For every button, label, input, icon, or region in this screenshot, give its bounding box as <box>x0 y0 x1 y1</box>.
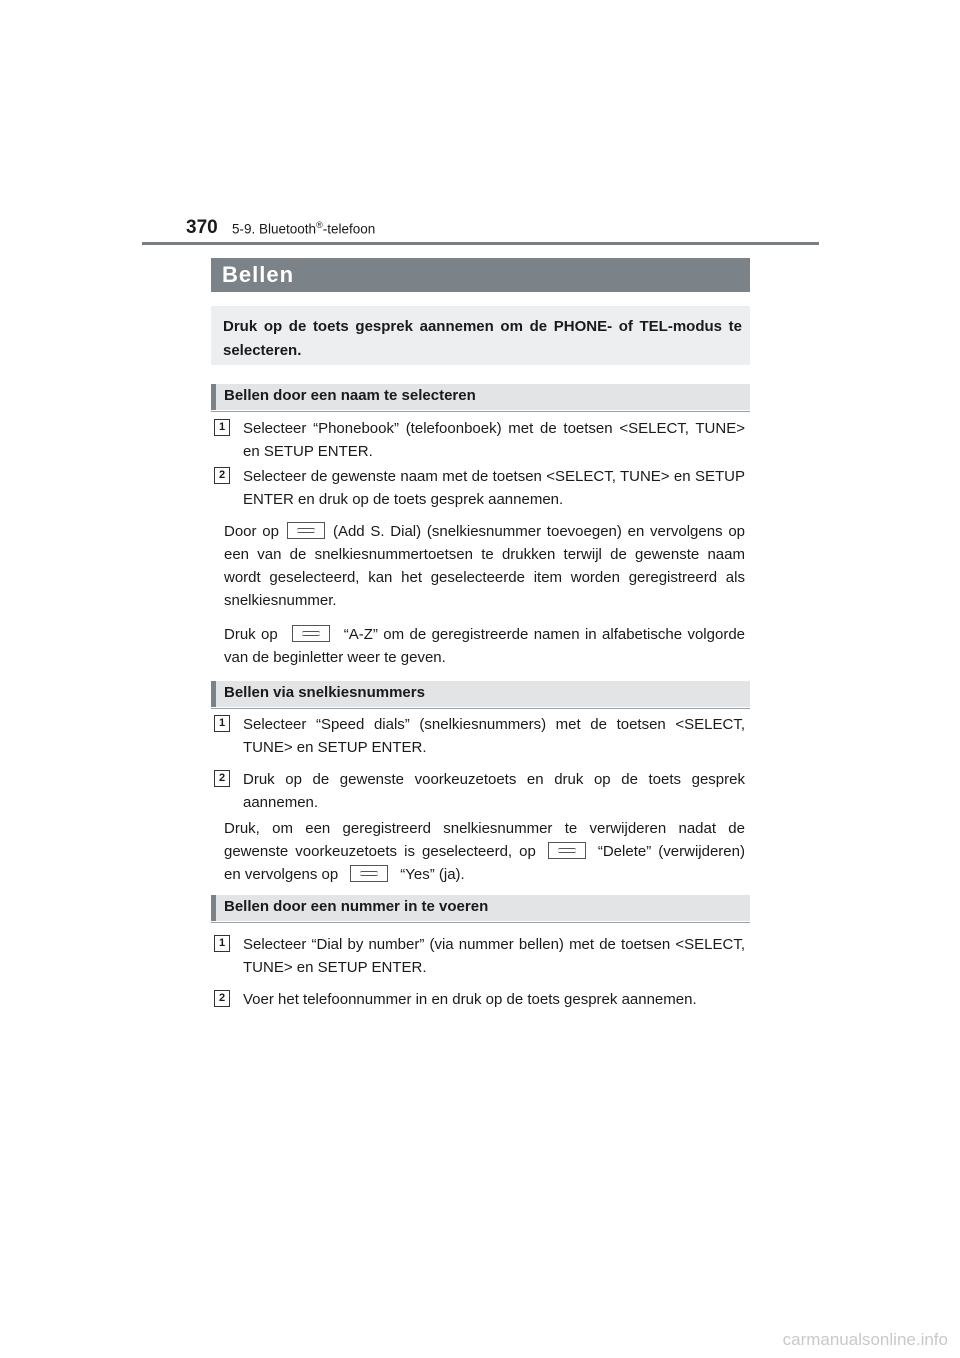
chapter-suffix: -telefoon <box>322 221 376 237</box>
step-2-select-name <box>214 465 745 511</box>
note-text: Druk op <box>224 626 278 643</box>
header-rule <box>142 242 819 245</box>
step-1-phonebook <box>214 417 745 463</box>
note-text: “Yes” (ja). <box>400 866 465 883</box>
step-text: Selecteer “Phonebook” (telefoonboek) met de toetsen <SELECT, TUNE> en SETUP ENTER. <box>243 420 745 460</box>
soft-button-icon <box>287 522 325 539</box>
step-text: Druk op de gewenste voorkeuzetoets en druk op de toets gesprek aannemen. <box>243 771 745 811</box>
note-delete-speed-dial <box>224 817 745 886</box>
step-text: Voer het telefoonnummer in en druk op de toets gesprek aannemen. <box>243 991 697 1008</box>
step-2-enter-number <box>214 988 745 1011</box>
note-text: “Delete” (verwijderen) en vervolgens op <box>224 843 745 883</box>
step-number: 1 <box>214 715 230 732</box>
note-text: (Add S. Dial) (snelkiesnummer toevoegen) en vervolgens op een van de snelkiesnummertoetsen te drukken terwijl de gewenste naam wordt geselecteerd, kan het geselecteerde item worden geregistreerd als snelkiesnummer. <box>224 523 746 609</box>
intro-box: Druk op de toets gesprek aannemen om de PHONE- of TEL-modus te selecteren. <box>211 306 750 365</box>
subhead-dial-number: Bellen door een nummer in te voeren <box>211 895 750 921</box>
step-number: 2 <box>214 770 230 787</box>
section-title: Bellen <box>211 258 750 292</box>
note-add-speed-dial <box>224 520 745 612</box>
soft-button-icon <box>548 842 586 859</box>
soft-button-icon <box>292 625 330 642</box>
step-2-preset <box>214 768 745 814</box>
note-text: Druk, om een geregistreerd snelkiesnummer te verwijderen nadat de gewenste voorkeuzetoets is geselecteerd, op <box>224 820 745 860</box>
step-number: 2 <box>214 467 230 484</box>
step-text: Selecteer “Dial by number” (via nummer bellen) met de toetsen <SELECT, TUNE> en SETUP ENTER. <box>243 936 745 976</box>
step-text: Selecteer “Speed dials” (snelkiesnummers) met de toetsen <SELECT, TUNE> en SETUP ENTER. <box>243 716 745 756</box>
subhead-speed-dials: Bellen via snelkiesnummers <box>211 681 750 707</box>
chapter-prefix: 5-9. Bluetooth <box>232 221 317 237</box>
step-number: 2 <box>214 990 230 1007</box>
note-text: Door op <box>224 523 279 540</box>
registered-mark: ® <box>316 220 323 230</box>
subhead-name-select: Bellen door een naam te selecteren <box>211 384 750 410</box>
note-a-z <box>224 623 745 669</box>
watermark: carmanualsonline.info <box>782 1330 948 1349</box>
step-number: 1 <box>214 935 230 952</box>
soft-button-icon <box>350 865 388 882</box>
note-text: “A-Z” om de geregistreerde namen in alfabetische volgorde van de beginletter weer te geven. <box>224 626 745 666</box>
step-1-dial-by-number <box>214 933 745 979</box>
step-text: Selecteer de gewenste naam met de toetsen <SELECT, TUNE> en SETUP ENTER en druk op de toets gesprek aannemen. <box>243 468 745 508</box>
step-number: 1 <box>214 419 230 436</box>
chapter-title <box>232 220 375 237</box>
page-number: 370 <box>186 217 218 238</box>
step-1-speed-dials <box>214 713 745 759</box>
